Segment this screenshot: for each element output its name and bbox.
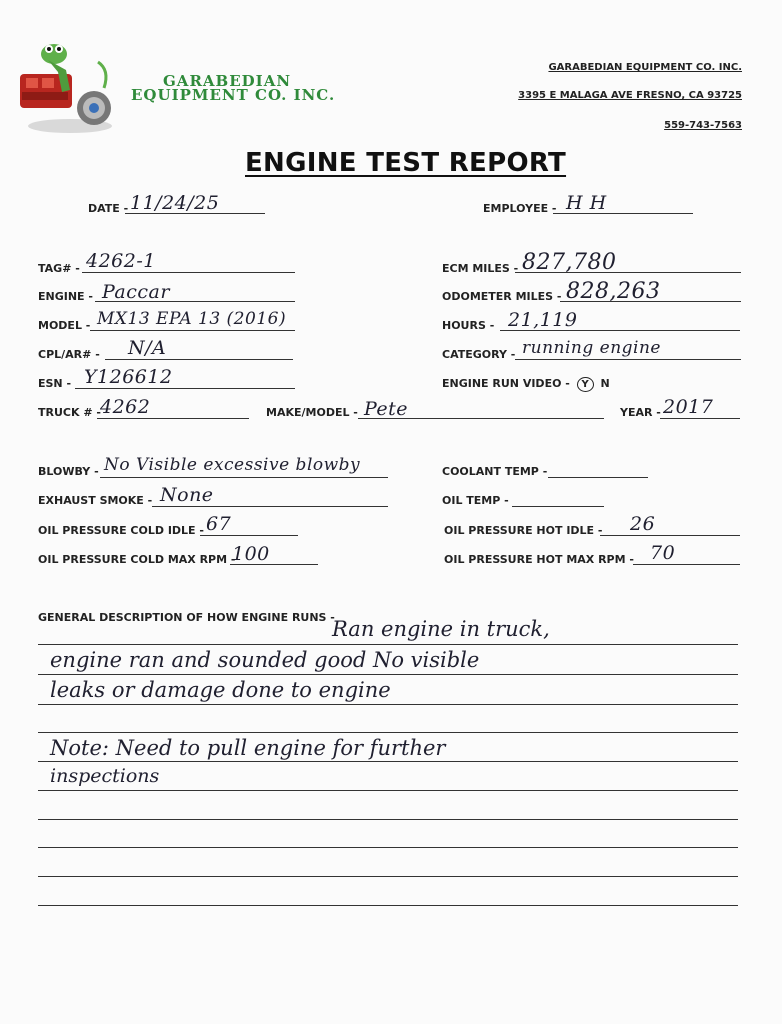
truck-label: TRUCK # - [38,406,101,419]
model-line [90,330,295,331]
frog-engine-logo [18,40,118,135]
make-model-label: MAKE/MODEL - [266,406,358,419]
coolant-line [548,477,648,478]
oil-hot-idle-line [600,535,740,536]
truck-line [97,418,249,419]
blowby-value: No Visible excessive blowby [104,455,361,475]
description-rule-5 [38,761,738,762]
hours-label: HOURS - [442,319,495,332]
employee-label: EMPLOYEE - [483,202,557,215]
ecm-miles-value: 827,780 [522,250,617,275]
model-value: MX13 EPA 13 (2016) [97,309,287,329]
oil-cold-idle-value: 67 [206,513,232,535]
truck-value: 4262 [100,396,151,418]
cpl-line [105,359,293,360]
ecm-miles-label: ECM MILES - [442,262,519,275]
employee-value: H H [566,192,607,214]
oil-temp-line [512,506,604,507]
oil-hot-idle-value: 26 [630,513,656,535]
cpl-value: N/A [128,337,167,359]
description-line-3: leaks or damage done to engine [50,678,391,702]
employee-line [553,213,693,214]
model-label: MODEL - [38,319,91,332]
oil-cold-max-value: 100 [232,543,270,565]
description-rule-6 [38,790,738,791]
date-line [125,213,265,214]
oil-cold-idle-label: OIL PRESSURE COLD IDLE - [38,524,204,537]
oil-hot-max-line [633,564,740,565]
description-rule-7 [38,819,738,820]
coolant-label: COOLANT TEMP - [442,465,548,478]
oil-cold-max-label: OIL PRESSURE COLD MAX RPM - [38,553,236,566]
hours-line [500,330,740,331]
year-value: 2017 [663,396,714,418]
description-rule-10 [38,905,738,906]
odometer-line [560,301,741,302]
description-rule-3 [38,704,738,705]
description-line-2: engine ran and sounded good No visible [50,648,480,672]
oil-hot-max-value: 70 [650,542,676,564]
hours-value: 21,119 [508,309,578,331]
oil-cold-idle-line [200,535,298,536]
oil-temp-label: OIL TEMP - [442,494,509,507]
company-full-name: GARABEDIAN EQUIPMENT CO. INC. [548,62,742,73]
category-line [515,359,741,360]
exhaust-label: EXHAUST SMOKE - [38,494,153,507]
tag-label: TAG# - [38,262,80,275]
engine-value: Paccar [102,281,170,303]
description-rule-2 [38,674,738,675]
description-label: GENERAL DESCRIPTION OF HOW ENGINE RUNS - [38,611,335,624]
year-line [660,418,740,419]
exhaust-value: None [160,484,214,506]
odometer-value: 828,263 [566,279,661,304]
company-phone: 559-743-7563 [664,120,742,131]
company-name-line2: EQUIPMENT CO. INC. [131,86,336,104]
make-model-line [358,418,604,419]
ecm-miles-line [515,272,741,273]
esn-value: Y126612 [84,366,173,388]
description-line-1: Ran engine in truck, [332,617,550,641]
esn-line [75,388,295,389]
company-address: 3395 E MALAGA AVE FRESNO, CA 93725 [518,90,742,101]
tag-value: 4262-1 [86,250,156,272]
date-value: 11/24/25 [130,192,220,214]
run-video-no: N [600,377,610,390]
run-video-label [442,377,610,392]
engine-line [95,301,295,302]
page-title: ENGINE TEST REPORT [245,148,567,178]
run-video-label-text: ENGINE RUN VIDEO - [442,377,570,390]
esn-label: ESN - [38,377,72,390]
date-label: DATE - [88,202,129,215]
category-label: CATEGORY - [442,348,516,361]
description-rule-4 [38,732,738,733]
oil-hot-max-label: OIL PRESSURE HOT MAX RPM - [444,553,634,566]
description-rule-9 [38,876,738,877]
blowby-label: BLOWBY - [38,465,99,478]
exhaust-line [152,506,388,507]
run-video-yes-circled: Y [577,377,594,392]
category-value: running engine [522,338,661,358]
company-name-line1: GARABEDIAN [163,72,292,90]
year-label: YEAR - [620,406,661,419]
oil-cold-max-line [230,564,318,565]
description-line-5: inspections [50,765,160,787]
tag-line [82,272,295,273]
description-line-4: Note: Need to pull engine for further [50,736,446,760]
cpl-label: CPL/AR# - [38,348,100,361]
description-rule-8 [38,847,738,848]
description-rule-1 [38,644,738,645]
oil-hot-idle-label: OIL PRESSURE HOT IDLE - [444,524,603,537]
make-model-value: Pete [364,398,409,420]
engine-label: ENGINE - [38,290,93,303]
odometer-label: ODOMETER MILES - [442,290,562,303]
blowby-line [100,477,388,478]
